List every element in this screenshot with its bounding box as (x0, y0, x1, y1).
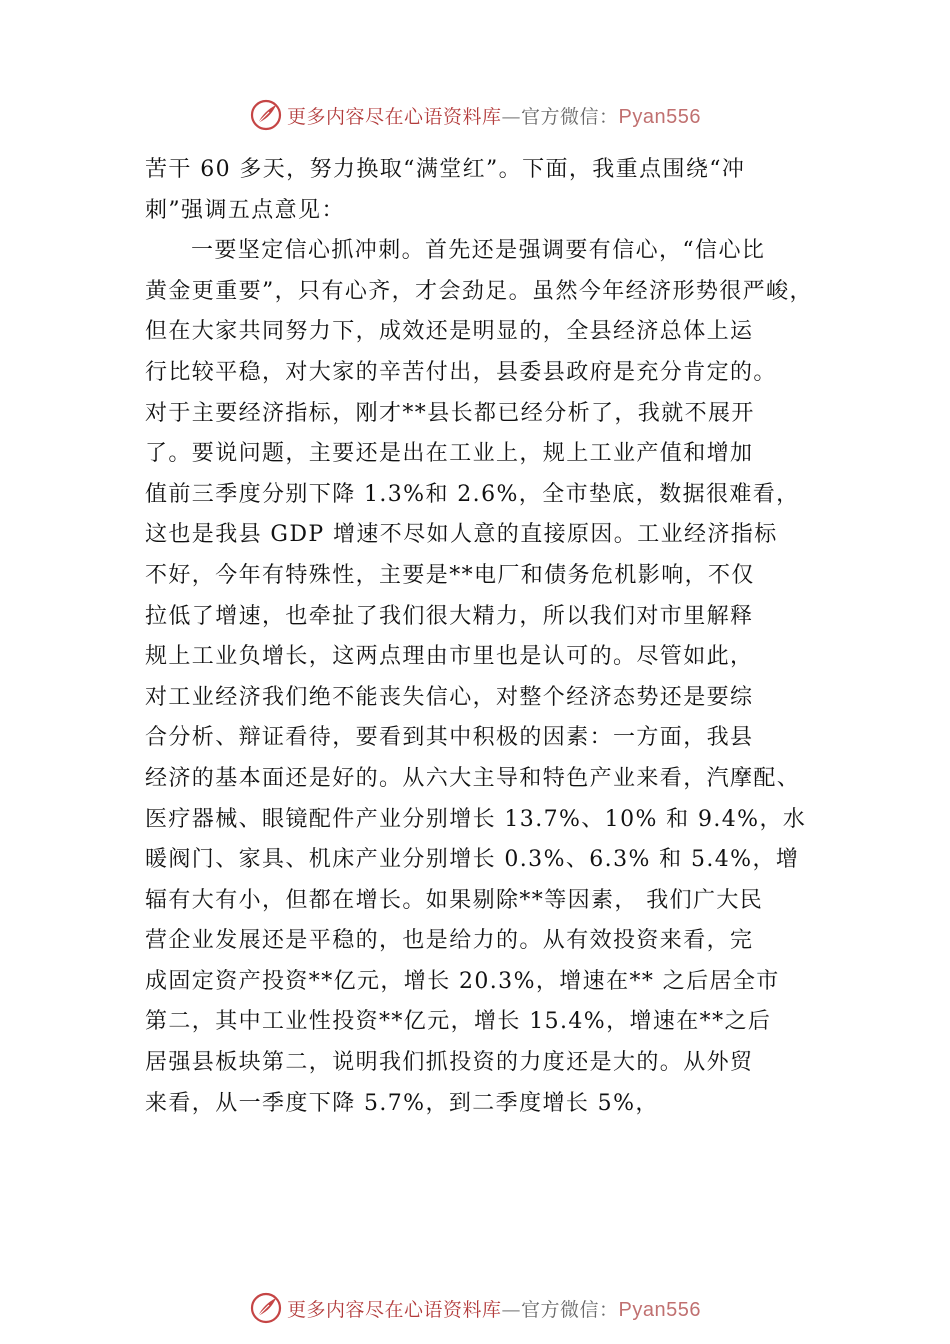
quill-logo-icon (249, 98, 283, 132)
banner-official-label: 官方微信： (521, 1298, 619, 1321)
body-line: 第二，其中工业性投资**亿元，增长 15.4%，增速在**之后 (145, 1009, 772, 1035)
banner-separator: — (501, 1298, 522, 1321)
banner-wechat-id: Pyan556 (618, 1298, 701, 1321)
body-line: 行比较平稳，对大家的辛苦付出，县委县政府是充分肯定的。 (145, 359, 777, 385)
body-line: 营企业发展还是平稳的，也是给力的。从有效投资来看，完 (145, 928, 754, 954)
body-line: 不好，今年有特殊性，主要是**电厂和债务危机影响，不仅 (145, 562, 755, 588)
body-line: 这也是我县 GDP 增速不尽如人意的直接原因。工业经济指标 (145, 522, 778, 548)
banner-text (287, 1295, 701, 1322)
body-line: 但在大家共同努力下，成效还是明显的，全县经济总体上运 (145, 319, 754, 345)
body-line: 对于主要经济指标，刚才**县长都已经分析了，我就不展开 (145, 400, 755, 426)
body-line: 值前三季度分别下降 1.3%和 2.6%，全市垫底，数据很难看， (145, 481, 800, 507)
footer-banner (0, 1288, 950, 1328)
quill-logo-icon (249, 1291, 283, 1325)
body-line: 对工业经济我们绝不能丧失信心，对整个经济态势还是要综 (145, 684, 754, 710)
banner-official-label: 官方微信： (521, 105, 619, 128)
body-line: 经济的基本面还是好的。从六大主导和特色产业来看，汽摩配、 (145, 765, 801, 791)
document-body (145, 150, 825, 1124)
body-line: 黄金更重要”，只有心齐，才会劲足。虽然今年经济形势很严峻， (145, 278, 813, 304)
body-line: 规上工业负增长，这两点理由市里也是认可的。尽管如此， (145, 644, 754, 670)
body-line: 刺”强调五点意见： (145, 197, 345, 223)
body-line: 暖阀门、家具、机床产业分别增长 0.3%、6.3% 和 5.4%，增 (145, 847, 800, 873)
banner-main-text: 更多内容尽在心语资料库 (287, 1298, 502, 1321)
paragraph-start-line: 一要坚定信心抓冲刺。首先还是强调要有信心，“信心比 (191, 238, 766, 264)
body-line: 合分析、辩证看待，要看到其中积极的因素：一方面，我县 (145, 725, 754, 751)
banner-wechat-id: Pyan556 (618, 105, 701, 128)
header-banner (0, 95, 950, 135)
body-line: 成固定资产投资**亿元，增长 20.3%，增速在** 之后居全市 (145, 968, 780, 994)
body-line: 辐有大有小，但都在增长。如果剔除**等因素， 我们广大民 (145, 887, 764, 913)
banner-separator: — (501, 105, 522, 128)
body-line: 医疗器械、眼镜配件产业分别增长 13.7%、10% 和 9.4%，水 (145, 806, 807, 832)
body-line: 苦干 60 多天，努力换取“满堂红”。下面，我重点围绕“冲 (145, 157, 746, 182)
banner-main-text: 更多内容尽在心语资料库 (287, 105, 502, 128)
body-line: 来看，从一季度下降 5.7%，到二季度增长 5%， (145, 1090, 659, 1116)
body-line: 居强县板块第二，说明我们抓投资的力度还是大的。从外贸 (145, 1050, 754, 1076)
banner-text (287, 102, 701, 129)
body-line: 了。要说问题，主要还是出在工业上，规上工业产值和增加 (145, 441, 754, 467)
body-line: 拉低了增速，也牵扯了我们很大精力，所以我们对市里解释 (145, 603, 754, 629)
